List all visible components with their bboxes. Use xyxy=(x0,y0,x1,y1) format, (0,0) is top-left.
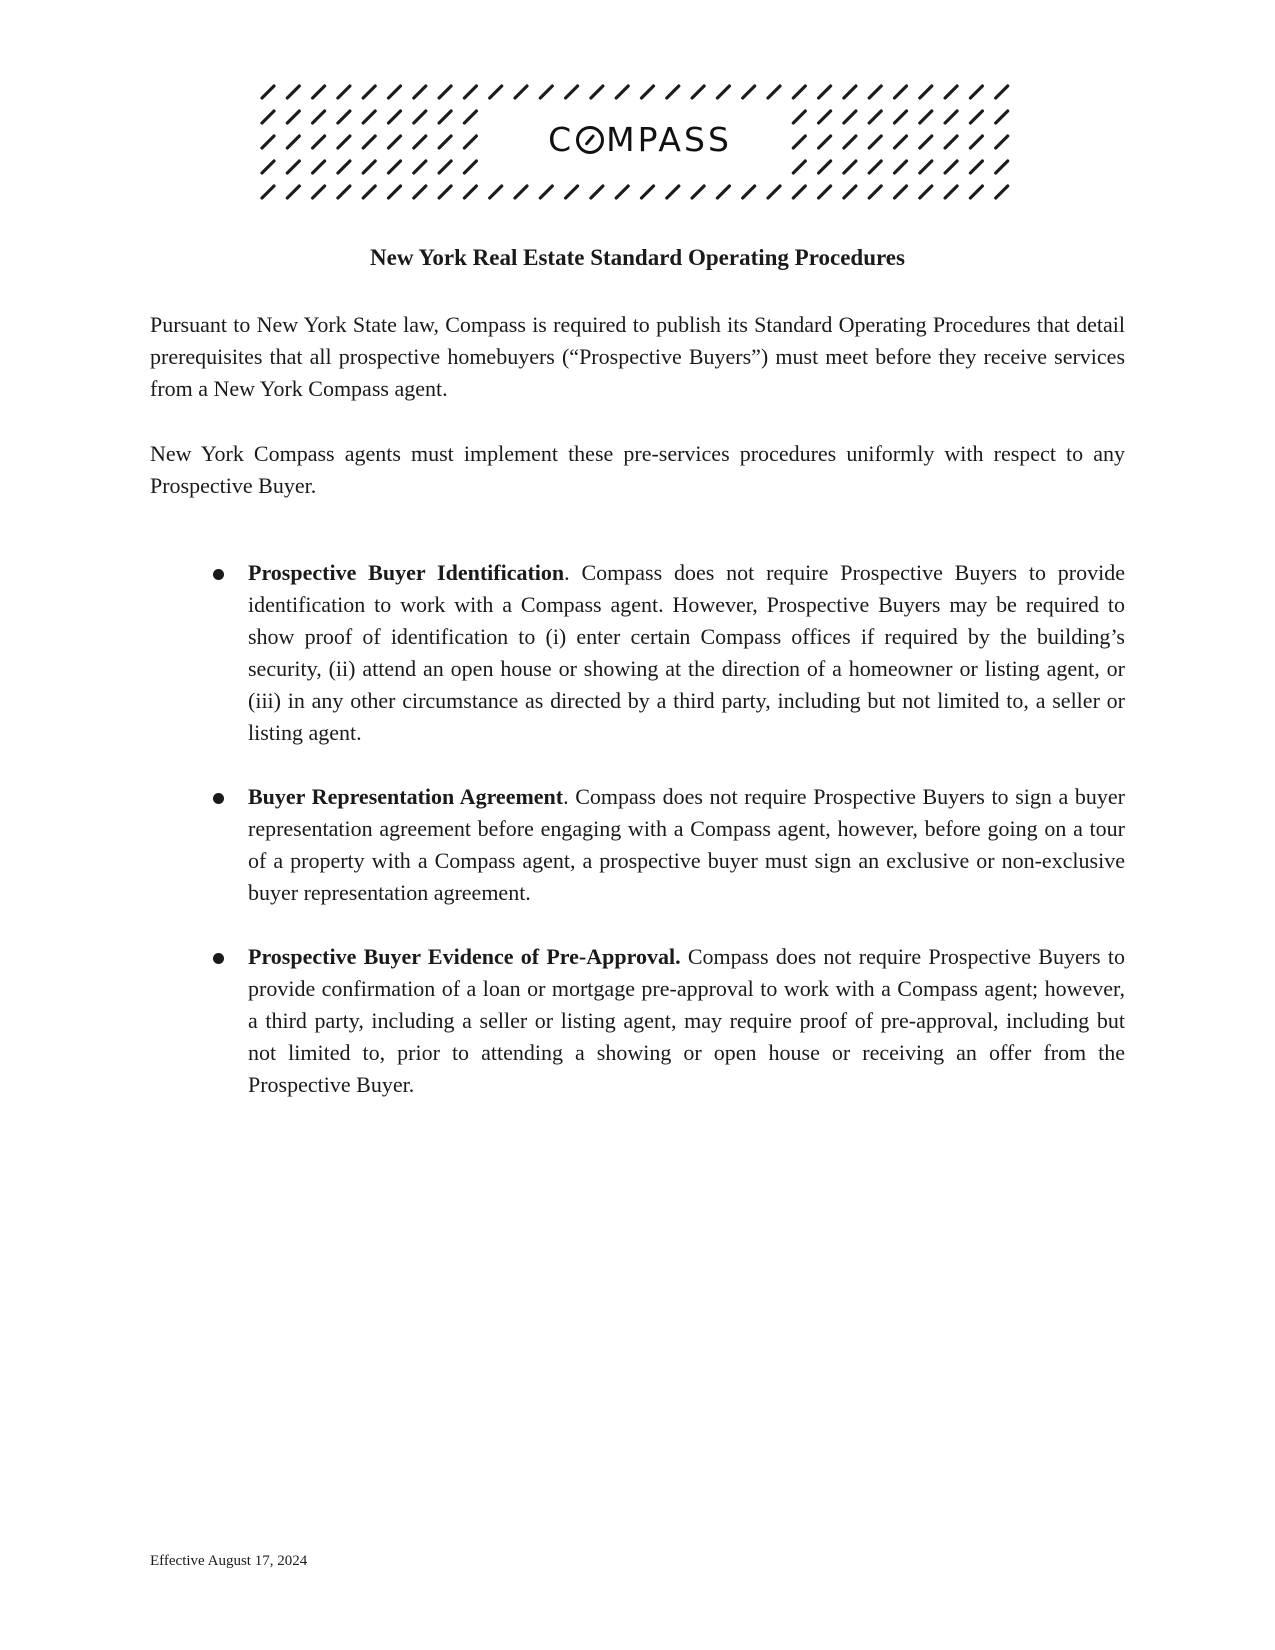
bullet-heading: Prospective Buyer Evidence of Pre-Approval. xyxy=(248,944,681,969)
slash-mark xyxy=(895,161,907,173)
slash-mark xyxy=(692,86,704,98)
slash-mark xyxy=(414,186,426,198)
bullet-heading: Buyer Representation Agreement xyxy=(248,784,564,809)
slash-mark xyxy=(313,161,325,173)
slash-mark xyxy=(490,186,502,198)
slash-mark xyxy=(844,111,856,123)
slash-mark xyxy=(844,186,856,198)
slash-mark xyxy=(363,136,375,148)
slash-mark xyxy=(970,161,982,173)
slash-mark xyxy=(389,111,401,123)
slash-mark xyxy=(895,111,907,123)
slash-mark xyxy=(667,86,679,98)
slash-mark xyxy=(389,161,401,173)
slash-mark xyxy=(819,186,831,198)
slash-mark xyxy=(540,186,552,198)
list-item xyxy=(150,781,1125,909)
slash-mark xyxy=(920,136,932,148)
slash-mark xyxy=(515,86,527,98)
slash-mark xyxy=(920,186,932,198)
slash-mark xyxy=(945,136,957,148)
slash-mark xyxy=(389,136,401,148)
slash-mark xyxy=(743,86,755,98)
bullet-heading-punct: . xyxy=(564,560,570,585)
slash-mark xyxy=(996,161,1008,173)
slash-mark xyxy=(768,186,780,198)
slash-mark xyxy=(338,161,350,173)
slash-mark xyxy=(338,86,350,98)
slash-mark xyxy=(869,161,881,173)
slash-mark xyxy=(616,86,628,98)
slash-mark xyxy=(844,161,856,173)
list-item xyxy=(150,941,1125,1101)
slash-mark xyxy=(920,86,932,98)
compass-o-icon xyxy=(576,126,604,154)
slash-mark xyxy=(515,186,527,198)
bullet-body: Compass does not require Prospective Buyers to provide confirmation of a loan or mortgage pre-approval to work with a Compass agent; however, a third party, including a seller or listing agent, may require proof of pre-approval, including but not limited to, prior to attending a showing or open house or receiving an offer from the Prospective Buyer. xyxy=(248,944,1125,1097)
slash-mark xyxy=(414,86,426,98)
slash-mark xyxy=(667,186,679,198)
slash-mark xyxy=(616,186,628,198)
slash-mark xyxy=(642,86,654,98)
slash-mark xyxy=(287,136,299,148)
slash-mark xyxy=(414,111,426,123)
slash-mark xyxy=(945,111,957,123)
bullet-body: Compass does not require Prospective Buyers to provide identification to work with a Compass agent. However, Prospective Buyers may be required to show proof of identification to (i) enter certain Compass offices if required by the building’s security, (ii) attend an open house or showing at the direction of a homeowner or listing agent, or (iii) in any other circumstance as directed by a third party, including but not limited to, a seller or listing agent. xyxy=(248,560,1125,745)
slash-mark xyxy=(768,86,780,98)
slash-mark xyxy=(262,136,274,148)
slash-mark xyxy=(920,161,932,173)
slash-mark xyxy=(262,161,274,173)
slash-mark xyxy=(945,86,957,98)
slash-mark xyxy=(920,111,932,123)
bullet-heading-punct: . xyxy=(563,784,569,809)
slash-mark xyxy=(996,136,1008,148)
slash-mark xyxy=(389,186,401,198)
slash-mark xyxy=(313,86,325,98)
slash-mark xyxy=(338,111,350,123)
effective-date: Effective August 17, 2024 xyxy=(150,1553,308,1569)
slash-mark xyxy=(287,186,299,198)
slash-mark xyxy=(389,86,401,98)
slash-mark xyxy=(464,86,476,98)
slash-mark xyxy=(439,86,451,98)
slash-mark xyxy=(819,136,831,148)
slash-mark xyxy=(970,186,982,198)
slash-mark xyxy=(338,186,350,198)
compass-logo xyxy=(500,120,780,160)
slash-mark xyxy=(363,186,375,198)
slash-mark xyxy=(439,136,451,148)
slash-mark xyxy=(363,86,375,98)
slash-mark xyxy=(591,86,603,98)
slash-mark xyxy=(869,186,881,198)
intro-paragraph: Pursuant to New York State law, Compass is required to publish its Standard Operating Procedures that detail prerequisites that all prospective homebuyers (“Prospective Buyers”) must meet before they receive services from a New York Compass agent. xyxy=(150,312,1125,401)
bullet-heading: Prospective Buyer Identification xyxy=(248,560,565,585)
slash-mark xyxy=(692,186,704,198)
slash-mark xyxy=(313,111,325,123)
slash-mark xyxy=(869,136,881,148)
bullet-icon xyxy=(213,793,224,804)
slash-mark xyxy=(363,111,375,123)
slash-mark xyxy=(338,136,350,148)
procedures-list xyxy=(150,557,1125,1133)
slash-mark xyxy=(970,111,982,123)
slash-mark xyxy=(262,86,274,98)
slash-mark xyxy=(844,86,856,98)
slash-mark xyxy=(262,111,274,123)
slash-mark xyxy=(945,186,957,198)
slash-mark xyxy=(591,186,603,198)
slash-mark xyxy=(793,136,805,148)
slash-mark xyxy=(996,186,1008,198)
slash-mark xyxy=(970,86,982,98)
slash-mark xyxy=(363,161,375,173)
slash-mark xyxy=(566,86,578,98)
slash-mark xyxy=(717,86,729,98)
slash-mark xyxy=(996,111,1008,123)
slash-mark xyxy=(793,86,805,98)
slash-mark xyxy=(464,186,476,198)
slash-mark xyxy=(464,111,476,123)
slash-mark xyxy=(793,111,805,123)
slash-mark xyxy=(996,86,1008,98)
slash-mark xyxy=(945,161,957,173)
implementation-paragraph: New York Compass agents must implement these pre-services procedures uniformly with respect to any Prospective Buyer. xyxy=(150,441,1125,498)
slash-mark xyxy=(287,86,299,98)
bullet-icon xyxy=(213,569,224,580)
slash-mark xyxy=(819,111,831,123)
slash-mark xyxy=(464,136,476,148)
slash-mark xyxy=(895,186,907,198)
slash-mark xyxy=(869,86,881,98)
slash-mark xyxy=(869,111,881,123)
slash-mark xyxy=(717,186,729,198)
slash-mark xyxy=(895,136,907,148)
slash-mark xyxy=(844,136,856,148)
slash-mark xyxy=(287,111,299,123)
slash-mark xyxy=(313,136,325,148)
list-item xyxy=(150,557,1125,749)
document-title: New York Real Estate Standard Operating Procedures xyxy=(370,245,905,270)
slash-mark xyxy=(313,186,325,198)
slash-mark xyxy=(540,86,552,98)
slash-mark xyxy=(793,186,805,198)
slash-mark xyxy=(642,186,654,198)
slash-mark xyxy=(287,161,299,173)
slash-mark xyxy=(819,86,831,98)
slash-mark xyxy=(464,161,476,173)
slash-mark xyxy=(439,161,451,173)
slash-mark xyxy=(895,86,907,98)
logo-suffix: MPASS xyxy=(606,120,732,159)
slash-mark xyxy=(414,136,426,148)
slash-mark xyxy=(819,161,831,173)
slash-mark xyxy=(743,186,755,198)
slash-mark xyxy=(262,186,274,198)
slash-mark xyxy=(414,161,426,173)
slash-mark xyxy=(793,161,805,173)
logo-prefix: C xyxy=(548,120,575,159)
slash-mark xyxy=(490,86,502,98)
bullet-icon xyxy=(213,953,224,964)
slash-mark xyxy=(970,136,982,148)
slash-mark xyxy=(439,111,451,123)
bullet-body: Compass does not require Prospective Buyers to sign a buyer representation agreement before engaging with a Compass agent, however, before going on a tour of a property with a Compass agent, a prospective buyer must sign an exclusive or non-exclusive buyer representation agreement. xyxy=(248,784,1125,905)
slash-mark xyxy=(566,186,578,198)
slash-mark xyxy=(439,186,451,198)
